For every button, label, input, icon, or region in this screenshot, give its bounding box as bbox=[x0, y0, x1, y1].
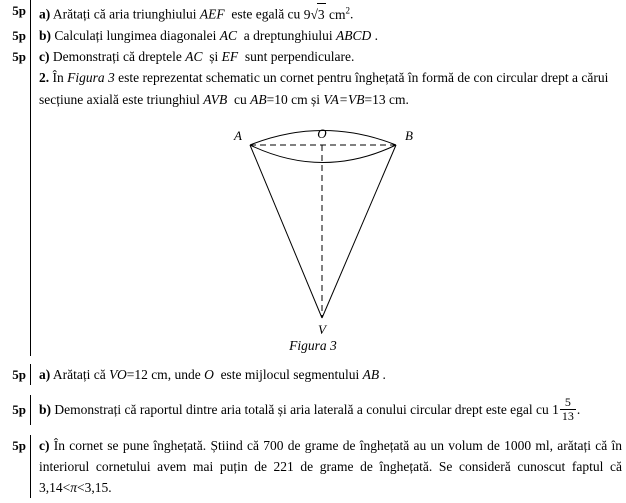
points-a: 5p bbox=[12, 3, 26, 18]
math-aef: AEF bbox=[199, 6, 225, 22]
question-text-c2: și bbox=[209, 48, 219, 64]
label-a: A bbox=[234, 128, 242, 143]
problem2-text-4: și bbox=[311, 91, 321, 107]
question-text-2c1: În cornet se pune înghețată. Știind că 700 de grame de înghețată au un volum de 1000 ml, arătați că în interiorul cornetului avem mai puțin de 221 de grame de înghețată. Se consideră cunoscut faptul că bbox=[39, 437, 623, 474]
question-row-2b bbox=[0, 395, 626, 425]
question-text-b1: Calculați lungimea diagonalei bbox=[54, 27, 217, 43]
question-text-2a3: este mijlocul segmentului bbox=[220, 366, 360, 382]
math-ab-value: =10 cm bbox=[266, 91, 308, 107]
question-text-2b2: . bbox=[576, 401, 581, 417]
label-b: B bbox=[405, 128, 413, 143]
pi-symbol: π bbox=[70, 479, 78, 495]
question-text-c3: sunt perpendiculare. bbox=[244, 48, 355, 64]
math-vo-equals bbox=[109, 367, 168, 382]
question-text-2a1: Arătați că bbox=[52, 366, 106, 382]
question-body-2a bbox=[30, 364, 626, 385]
question-text-2a4: . bbox=[382, 366, 386, 382]
radicand: 3 bbox=[317, 3, 326, 25]
fraction-denominator: 13 bbox=[561, 408, 574, 423]
question-row-2a bbox=[0, 364, 626, 385]
question-text-2c2: . bbox=[108, 479, 112, 495]
question-body-2c bbox=[30, 435, 626, 498]
points-c: 5p bbox=[12, 48, 26, 64]
points-2c: 5p bbox=[12, 437, 26, 453]
math-vb-value: =13 cm bbox=[364, 91, 406, 107]
problem-number: 2. bbox=[39, 69, 50, 85]
problem2-text-1: În bbox=[52, 69, 64, 85]
math-avb: AVB bbox=[203, 91, 228, 107]
question-text-2a2: , unde bbox=[167, 366, 201, 382]
relation-lt-1: < bbox=[62, 479, 71, 495]
problem2-text-5: . bbox=[405, 91, 409, 107]
fraction-five-thirteenths bbox=[560, 396, 576, 422]
problem2-text-2: este reprezentat schematic un cornet pentru înghețată în formă de con circular drept a cărui secțiune axială este triunghiul bbox=[39, 69, 609, 107]
item-label-2a: a) bbox=[39, 366, 51, 382]
item-label-b: b) bbox=[39, 27, 52, 43]
question-text-c1: Demonstrați că dreptele bbox=[52, 48, 182, 64]
figure-caption: Figura 3 bbox=[289, 338, 337, 353]
math-ef: EF bbox=[221, 48, 239, 64]
cone-slant-right bbox=[322, 145, 396, 318]
math-ab: AB bbox=[250, 91, 267, 107]
relation-lt-2: < bbox=[77, 479, 85, 495]
item-label-a: a) bbox=[39, 6, 51, 22]
fraction-numerator: 5 bbox=[564, 394, 571, 409]
mixed-whole-part: 1 bbox=[552, 401, 559, 417]
question-row-2c bbox=[0, 435, 626, 498]
math-va: VA bbox=[323, 91, 339, 107]
question-text-b2: a dreptunghiului bbox=[243, 27, 333, 43]
question-text-a3: . bbox=[349, 6, 354, 22]
pi-lower-bound: 3,14 bbox=[39, 479, 63, 495]
item-label-2c: c) bbox=[39, 437, 50, 453]
item-label-2b: b) bbox=[39, 401, 52, 417]
question-text-b3: . bbox=[374, 27, 378, 43]
points-2b: 5p bbox=[12, 401, 26, 417]
mixed-number bbox=[552, 394, 577, 423]
math-vb: =VB bbox=[338, 91, 365, 107]
ellipse-front-arc bbox=[250, 145, 396, 163]
math-vo: VO bbox=[109, 366, 127, 382]
radical-sign: √ bbox=[310, 6, 318, 22]
figure-reference: Figura 3 bbox=[67, 69, 115, 85]
question-text-a1: Arătați că aria triunghiului bbox=[52, 6, 197, 22]
math-o: O bbox=[204, 366, 214, 382]
points-b: 5p bbox=[12, 27, 26, 43]
unit-cm: cm bbox=[328, 6, 346, 22]
question-body-2b bbox=[30, 395, 626, 425]
question-text-2b1: Demonstrați că raportul dintre aria totală și aria laterală a conului circular drept este egal cu bbox=[54, 401, 549, 417]
math-ab-2: AB bbox=[362, 366, 380, 382]
label-o: O bbox=[317, 126, 327, 141]
exponent-two: 2 bbox=[345, 5, 350, 15]
pi-inequality bbox=[39, 480, 108, 495]
pi-upper-bound: 3,15 bbox=[84, 479, 109, 495]
points-2a: 5p bbox=[12, 366, 26, 382]
item-label-c: c) bbox=[39, 48, 50, 64]
problem2-text-3: cu bbox=[234, 91, 247, 107]
math-ac-2: AC bbox=[185, 48, 203, 64]
cone-slant-left bbox=[250, 145, 322, 318]
label-v: V bbox=[318, 322, 326, 337]
math-ac: AC bbox=[219, 27, 237, 43]
math-coefficient: 9 bbox=[303, 6, 311, 22]
math-abcd: ABCD bbox=[335, 27, 372, 43]
math-vo-value: =12 cm bbox=[126, 366, 168, 382]
question-text-a2: este egală cu bbox=[231, 6, 301, 22]
